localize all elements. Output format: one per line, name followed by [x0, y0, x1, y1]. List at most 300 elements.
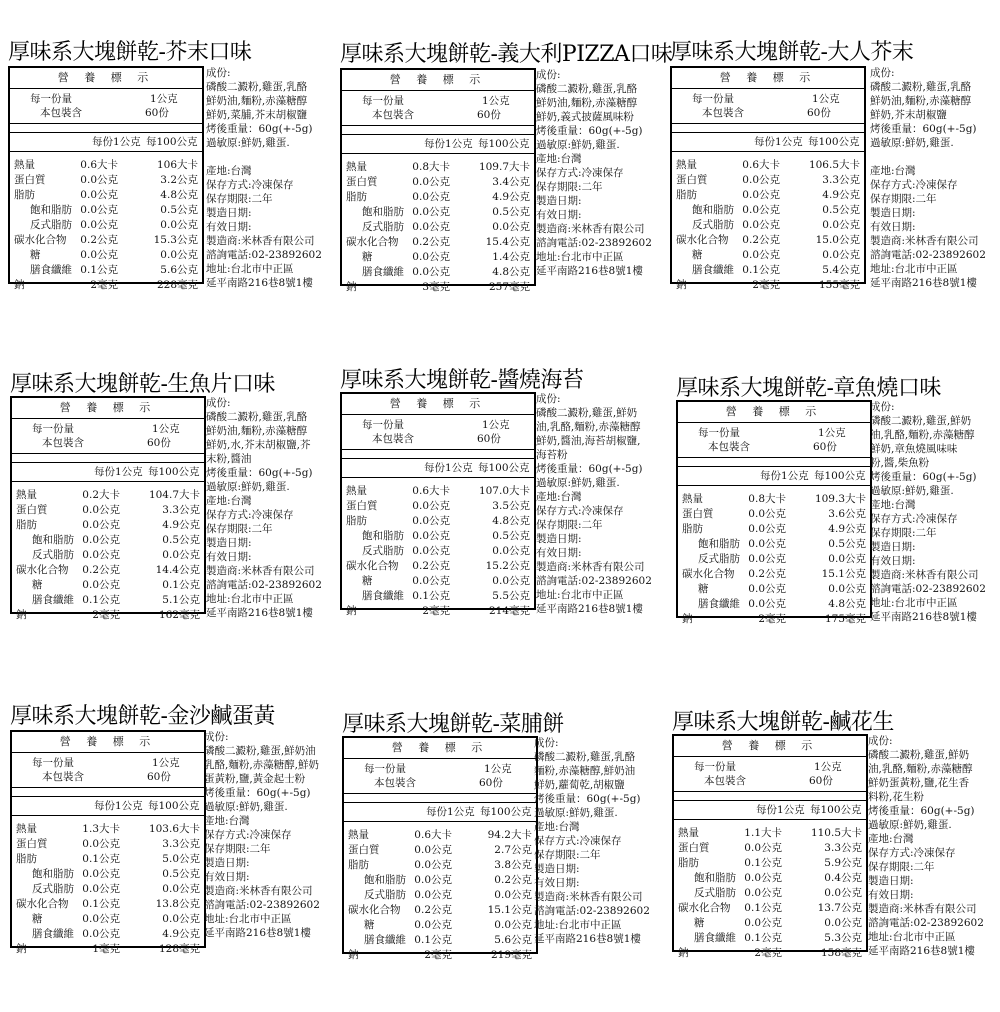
per-serving-value: 2毫克 [422, 605, 450, 617]
nutrient-name: 熱量 [16, 823, 37, 835]
nutrient-name: 碳水化合物 [14, 234, 67, 246]
servings-label: 本包裝含 [708, 441, 750, 453]
per-100g-value: 104.7大卡 [148, 489, 200, 501]
info-line: 鮮奶,水,芥末胡椒鹽,芥 [206, 439, 311, 451]
per-serving-value: 0.1公克 [82, 853, 120, 865]
nutrient-row [342, 559, 534, 574]
per-serving-value: 0.0公克 [80, 204, 118, 216]
nutrient-name: 碳水化合物 [346, 236, 399, 248]
nutrient-row [342, 265, 534, 280]
servings-value: 60份 [477, 433, 501, 445]
nutrient-name: 蛋白質 [676, 174, 708, 186]
per-serving-value: 0.0公克 [414, 844, 452, 856]
info-line: 鮮奶油,麵粉,赤藻糖醇 [870, 95, 972, 107]
nutrition-header: 營 養 標 示 [12, 398, 204, 419]
nutrient-row [672, 203, 864, 218]
per-serving-value: 0.8大卡 [748, 493, 786, 505]
per-100g-value: 2.7公克 [494, 844, 532, 856]
per-serving-value: 0.0公克 [748, 553, 786, 565]
info-line: 保存方式:冷凍保存 [870, 513, 958, 525]
table-divider [344, 794, 536, 803]
info-line [206, 150, 332, 164]
nutrient-row [342, 529, 534, 544]
info-line: 諮詢電話:02-23892602 [206, 579, 322, 591]
info-line: 保存方式:冷凍保存 [206, 179, 294, 191]
per-serving-value: 0.1公克 [744, 932, 782, 944]
servings-label: 本包裝含 [372, 433, 414, 445]
per-serving-value: 0.8大卡 [412, 161, 450, 173]
per-100g-value: 3.5公克 [492, 500, 530, 512]
nutrient-row [342, 175, 534, 190]
nutrition-header: 營 養 標 示 [672, 68, 864, 89]
per-100g-value: 110.5大卡 [810, 827, 862, 839]
per-serving-value: 0.2大卡 [82, 489, 120, 501]
nutrient-row [672, 218, 864, 233]
per-serving-value: 0.0公克 [82, 519, 120, 531]
serving-size-value: 1公克 [814, 761, 842, 773]
nutrient-row [678, 567, 870, 582]
per-serving-value: 0.2公克 [412, 560, 450, 572]
info-line: 產地:台灣 [206, 495, 252, 507]
product-title: 厚味系大塊餅乾-章魚燒口味 [676, 376, 941, 401]
info-line: 製造商:米林香有限公司 [206, 235, 315, 247]
nutrient-name: 脂肪 [678, 857, 699, 869]
per-serving-value: 0.0公克 [412, 176, 450, 188]
nutrition-table [342, 736, 538, 961]
nutrient-row [12, 593, 204, 608]
nutrition-header: 營 養 標 示 [12, 732, 204, 753]
per-100g-value: 0.0公克 [160, 219, 198, 231]
nutrient-name: 脂肪 [14, 189, 35, 201]
info-line: 過敏原:鮮奶,雞蛋. [536, 477, 620, 489]
column-headers [674, 801, 866, 820]
nutrient-row [10, 158, 202, 173]
nutrient-row [10, 263, 202, 278]
info-line: 鮮奶油,麵粉,赤藻糖醇 [536, 97, 638, 109]
per-100g-value: 155毫克 [818, 279, 860, 291]
per-serving-value: 0.0公克 [744, 872, 782, 884]
nutrient-name: 蛋白質 [346, 176, 378, 188]
nutrient-row [12, 882, 204, 897]
info-line: 製造商:米林香有限公司 [204, 885, 313, 897]
nutrient-row [678, 537, 870, 552]
per-serving-value: 0.0公克 [80, 219, 118, 231]
info-line: 製造日期: [206, 207, 252, 219]
nutrient-name: 熱量 [346, 485, 367, 497]
nutrient-name: 膳食纖維 [362, 266, 404, 278]
per-serving-value: 0.1公克 [414, 934, 452, 946]
nutrient-row [344, 858, 536, 873]
nutrient-name: 碳水化合物 [678, 902, 731, 914]
per-100g-header: 每100公克 [480, 806, 532, 818]
per-100g-value: 3.3公克 [822, 174, 860, 186]
info-line: 磷酸二澱粉,雞蛋,鮮奶 [536, 407, 638, 419]
nutrition-table [10, 730, 206, 955]
product-label [672, 710, 997, 1010]
nutrient-name: 脂肪 [682, 523, 703, 535]
per-serving-value: 0.0公克 [82, 838, 120, 850]
servings-value: 60份 [147, 437, 171, 449]
info-line: 鮮奶油,麵粉,赤藻糖醇 [206, 425, 308, 437]
per-serving-value: 0.1公克 [80, 264, 118, 276]
serving-size-value: 1公克 [484, 763, 512, 775]
info-line: 烤後重量：60g(+-5g) [206, 467, 313, 479]
product-info [870, 400, 996, 624]
nutrient-name: 糖 [30, 249, 41, 261]
per-100g-value: 0.0公克 [822, 219, 860, 231]
per-100g-value: 4.8公克 [492, 266, 530, 278]
info-line: 產地:台灣 [204, 815, 250, 827]
product-label [340, 368, 665, 668]
product-title: 厚味系大塊餅乾-義大利PIZZA口味 [340, 42, 673, 67]
product-info [206, 66, 332, 290]
info-line: 保存期限:二年 [536, 181, 603, 193]
servings-value: 60份 [813, 441, 837, 453]
info-line: 過敏原:鮮奶,雞蛋. [536, 139, 620, 151]
per-serving-value: 0.0公克 [742, 189, 780, 201]
nutrient-name: 脂肪 [348, 859, 369, 871]
info-line: 製造日期: [868, 875, 914, 887]
per-100g-value: 0.0公克 [828, 553, 866, 565]
nutrient-row [10, 203, 202, 218]
info-line: 烤後重量：60g(+-5g) [870, 123, 977, 135]
nutrient-name: 反式脂肪 [30, 219, 72, 231]
info-line: 製造日期: [534, 863, 580, 875]
per-serving-value: 0.0公克 [744, 842, 782, 854]
nutrient-row [344, 828, 536, 843]
info-line: 過敏原:鮮奶,雞蛋. [534, 807, 618, 819]
info-line: 烤後重量：60g(+-5g) [206, 123, 313, 135]
nutrient-name: 反式脂肪 [362, 221, 404, 233]
per-serving-header: 每份1公克 [756, 804, 805, 816]
nutrient-row [674, 946, 866, 961]
info-line: 地址:台北市中正區 [204, 913, 292, 925]
nutrient-row [12, 578, 204, 593]
per-serving-value: 0.0公克 [80, 174, 118, 186]
info-line: 產地:台灣 [870, 499, 916, 511]
per-serving-value: 0.0公克 [82, 883, 120, 895]
per-serving-value: 0.2公克 [412, 236, 450, 248]
per-serving-value: 0.0公克 [742, 249, 780, 261]
nutrition-header: 營 養 標 示 [342, 70, 534, 91]
info-line: 地址:台北市中正區 [206, 593, 294, 605]
info-line: 製造商:米林香有限公司 [206, 565, 315, 577]
per-100g-value: 0.0公克 [824, 917, 862, 929]
nutrient-name: 蛋白質 [682, 508, 714, 520]
nutrient-name: 糖 [694, 917, 705, 929]
nutrient-row [678, 492, 870, 507]
nutrient-name: 反式脂肪 [698, 553, 740, 565]
product-title: 厚味系大塊餅乾-金沙鹹蛋黃 [10, 704, 275, 729]
nutrient-name: 飽和脂肪 [32, 534, 74, 546]
nutrient-row [674, 916, 866, 931]
info-line: 諮詢電話:02-23892602 [870, 249, 986, 261]
per-100g-value: 4.8公克 [160, 189, 198, 201]
info-line: 延平南路216巷8號1樓 [204, 927, 311, 939]
info-line: 諮詢電話:02-23892602 [534, 905, 650, 917]
info-line: 保存方式:冷凍保存 [534, 835, 622, 847]
nutrient-name: 碳水化合物 [346, 560, 399, 572]
info-line: 保存期限:二年 [870, 527, 937, 539]
serving-info [344, 759, 536, 794]
per-100g-header: 每100公克 [478, 462, 530, 474]
nutrient-name: 鈉 [676, 279, 687, 291]
per-100g-value: 0.1公克 [162, 579, 200, 591]
nutrient-name: 飽和脂肪 [32, 868, 74, 880]
per-100g-value: 0.5公克 [162, 868, 200, 880]
nutrition-table [340, 392, 536, 617]
per-100g-header: 每100公克 [146, 136, 198, 148]
nutrient-name: 膳食纖維 [698, 598, 740, 610]
nutrient-name: 飽和脂肪 [362, 530, 404, 542]
nutrient-name: 飽和脂肪 [364, 874, 406, 886]
nutrient-row [342, 544, 534, 559]
info-line: 製造日期: [204, 857, 250, 869]
per-serving-value: 0.0公克 [412, 500, 450, 512]
per-100g-value: 162毫克 [158, 609, 200, 621]
nutrient-row [674, 886, 866, 901]
info-line: 鮮奶,菜脯,芥末胡椒鹽 [206, 109, 308, 121]
info-line: 延平南路216巷8號1樓 [206, 607, 313, 619]
per-100g-value: 4.9公克 [492, 191, 530, 203]
per-100g-value: 0.0公克 [494, 919, 532, 931]
table-divider [12, 788, 204, 797]
nutrient-name: 蛋白質 [678, 842, 710, 854]
per-serving-value: 0.0公克 [742, 204, 780, 216]
per-serving-header: 每份1公克 [424, 138, 473, 150]
serving-size-label: 每一份量 [362, 419, 404, 431]
per-serving-value: 1.1大卡 [744, 827, 782, 839]
per-serving-value: 2毫克 [752, 279, 780, 291]
nutrient-row [672, 158, 864, 173]
info-line: 諮詢電話:02-23892602 [870, 583, 986, 595]
nutrient-name: 鈉 [682, 613, 693, 625]
per-serving-value: 0.0公克 [414, 859, 452, 871]
per-100g-value: 0.4公克 [824, 872, 862, 884]
serving-size-label: 每一份量 [698, 427, 740, 439]
serving-info [672, 89, 864, 124]
per-serving-value: 0.6大卡 [80, 159, 118, 171]
per-serving-value: 0.2公克 [414, 904, 452, 916]
per-100g-header: 每100公克 [148, 466, 200, 478]
nutrient-row [10, 188, 202, 203]
nutrient-row [672, 248, 864, 263]
nutrient-name: 反式脂肪 [694, 887, 736, 899]
per-100g-value: 5.1公克 [162, 594, 200, 606]
nutrient-row [10, 233, 202, 248]
per-serving-value: 0.0公克 [82, 534, 120, 546]
nutrient-name: 脂肪 [16, 519, 37, 531]
servings-value: 60份 [477, 109, 501, 121]
info-line: 磷酸二澱粉,雞蛋,乳酪 [534, 751, 636, 763]
info-line: 延平南路216巷8號1樓 [534, 933, 641, 945]
product-title: 厚味系大塊餅乾-醬燒海苔 [340, 368, 584, 393]
nutrient-name: 蛋白質 [14, 174, 46, 186]
per-serving-value: 0.1公克 [412, 590, 450, 602]
per-100g-value: 0.5公克 [828, 538, 866, 550]
serving-size-label: 每一份量 [32, 757, 74, 769]
per-serving-value: 0.0公克 [748, 523, 786, 535]
product-title: 厚味系大塊餅乾-大人芥末 [670, 40, 914, 65]
nutrient-name: 熱量 [14, 159, 35, 171]
info-line: 保存期限:二年 [868, 861, 935, 873]
per-serving-value: 0.0公克 [80, 249, 118, 261]
info-line: 烤後重量：60g(+-5g) [536, 463, 643, 475]
info-line: 地址:台北市中正區 [534, 919, 622, 931]
per-serving-value: 2毫克 [92, 609, 120, 621]
nutrient-row [342, 160, 534, 175]
per-serving-header: 每份1公克 [754, 136, 803, 148]
nutrient-row [10, 248, 202, 263]
per-100g-value: 3.6公克 [828, 508, 866, 520]
nutrient-name: 膳食纖維 [32, 594, 74, 606]
nutrient-name: 鈉 [346, 605, 357, 617]
column-headers [12, 463, 204, 482]
table-divider [12, 454, 204, 463]
ingredients-label: 成份: [868, 735, 893, 747]
per-100g-value: 109.7大卡 [478, 161, 530, 173]
info-line: 製造日期: [536, 533, 582, 545]
info-line: 地址:台北市中正區 [536, 589, 624, 601]
per-serving-value: 0.1公克 [744, 857, 782, 869]
nutrient-row [344, 843, 536, 858]
nutrient-name: 蛋白質 [16, 504, 48, 516]
info-line: 製造商:米林香有限公司 [868, 903, 977, 915]
per-100g-value: 175毫克 [824, 613, 866, 625]
nutrient-rows [342, 154, 534, 295]
nutrient-row [342, 250, 534, 265]
info-line: 製造商:米林香有限公司 [536, 561, 645, 573]
serving-info [342, 91, 534, 126]
per-serving-value: 0.0公克 [748, 598, 786, 610]
per-100g-header: 每100公克 [808, 136, 860, 148]
info-line: 延平南路216巷8號1樓 [870, 277, 977, 289]
info-line: 產地:台灣 [536, 491, 582, 503]
per-serving-value: 2毫克 [758, 613, 786, 625]
ingredients-label: 成份: [870, 67, 895, 79]
product-label [10, 704, 335, 1004]
info-line: 諮詢電話:02-23892602 [868, 917, 984, 929]
info-line: 保存方式:冷凍保存 [206, 509, 294, 521]
info-line [870, 150, 996, 164]
per-100g-value: 5.3公克 [824, 932, 862, 944]
per-100g-value: 0.5公克 [162, 534, 200, 546]
nutrient-name: 熱量 [348, 829, 369, 841]
product-info [870, 66, 996, 290]
per-100g-value: 128毫克 [158, 943, 200, 955]
serving-size-value: 1公克 [818, 427, 846, 439]
info-line: 製造日期: [206, 537, 252, 549]
per-100g-value: 13.7公克 [817, 902, 862, 914]
nutrient-row [342, 280, 534, 295]
serving-size-value: 1公克 [482, 95, 510, 107]
product-info [534, 736, 660, 946]
per-serving-value: 0.0公克 [414, 874, 452, 886]
per-100g-value: 1.4公克 [492, 251, 530, 263]
info-line: 磷酸二澱粉,雞蛋,乳酪 [536, 83, 638, 95]
info-line: 保存期限:二年 [206, 523, 273, 535]
nutrient-name: 膳食纖維 [694, 932, 736, 944]
info-line: 延平南路216巷8號1樓 [870, 611, 977, 623]
nutrition-table [10, 396, 206, 621]
nutrient-name: 反式脂肪 [32, 549, 74, 561]
per-100g-value: 4.9公克 [162, 519, 200, 531]
nutrient-row [12, 897, 204, 912]
info-line: 磷酸二澱粉,雞蛋,乳酪 [206, 81, 308, 93]
info-line: 地址:台北市中正區 [868, 931, 956, 943]
nutrient-name: 反式脂肪 [692, 219, 734, 231]
info-line: 製造商:米林香有限公司 [870, 235, 979, 247]
serving-info [12, 419, 204, 454]
per-serving-value: 2毫克 [754, 947, 782, 959]
nutrient-row [678, 507, 870, 522]
serving-info [10, 89, 202, 124]
info-line: 油,乳酪,麵粉,赤藻糖醇 [868, 763, 973, 775]
per-serving-value: 0.0公克 [748, 538, 786, 550]
info-line: 料粉,花生粉 [868, 791, 924, 803]
nutrient-row [674, 871, 866, 886]
per-serving-value: 2毫克 [424, 949, 452, 961]
per-100g-value: 15.0公克 [815, 234, 860, 246]
info-line: 烤後重量：60g(+-5g) [870, 471, 977, 483]
serving-info [12, 753, 204, 788]
info-line: 過敏原:鮮奶,雞蛋. [870, 137, 954, 149]
table-divider [342, 126, 534, 135]
info-line: 烤後重量：60g(+-5g) [536, 125, 643, 137]
info-line: 延平南路216巷8號1樓 [206, 277, 313, 289]
per-serving-value: 0.0公克 [82, 868, 120, 880]
nutrient-rows [12, 482, 204, 623]
nutrient-name: 糖 [698, 583, 709, 595]
info-line: 烤後重量：60g(+-5g) [534, 793, 641, 805]
per-100g-value: 214毫克 [488, 605, 530, 617]
info-line: 過敏原:鮮奶,雞蛋. [206, 137, 290, 149]
product-info [206, 396, 332, 620]
nutrient-name: 鈉 [678, 947, 689, 959]
nutrient-name: 糖 [32, 913, 43, 925]
nutrient-row [678, 582, 870, 597]
per-100g-value: 219毫克 [490, 949, 532, 961]
nutrient-name: 蛋白質 [346, 500, 378, 512]
per-serving-value: 2毫克 [90, 279, 118, 291]
nutrient-row [678, 597, 870, 612]
per-100g-value: 107.0大卡 [478, 485, 530, 497]
per-serving-value: 0.0公克 [414, 889, 452, 901]
nutrient-name: 糖 [364, 919, 375, 931]
per-100g-value: 3.4公克 [492, 176, 530, 188]
info-line: 油,乳酪,麵粉,赤藻糖醇 [870, 429, 975, 441]
info-line: 鮮奶油,麵粉,赤藻糖醇 [206, 95, 308, 107]
nutrient-name: 熱量 [346, 161, 367, 173]
servings-label: 本包裝含 [372, 109, 414, 121]
per-100g-value: 3.3公克 [824, 842, 862, 854]
column-headers [10, 133, 202, 152]
per-serving-value: 0.0公克 [412, 575, 450, 587]
servings-value: 60份 [147, 771, 171, 783]
info-line: 烤後重量：60g(+-5g) [204, 787, 311, 799]
servings-label: 本包裝含 [40, 107, 82, 119]
info-line: 鮮奶,章魚燒風味味 [870, 443, 958, 455]
per-serving-header: 每份1公克 [426, 806, 475, 818]
nutrient-row [344, 948, 536, 963]
nutrient-name: 膳食纖維 [32, 928, 74, 940]
info-line: 有效日期: [204, 871, 250, 883]
info-line: 製造日期: [870, 541, 916, 553]
nutrient-row [674, 841, 866, 856]
info-line: 油,乳酪,麵粉,赤藻糖醇 [536, 421, 641, 433]
per-100g-value: 5.0公克 [162, 853, 200, 865]
nutrition-table [676, 400, 872, 625]
